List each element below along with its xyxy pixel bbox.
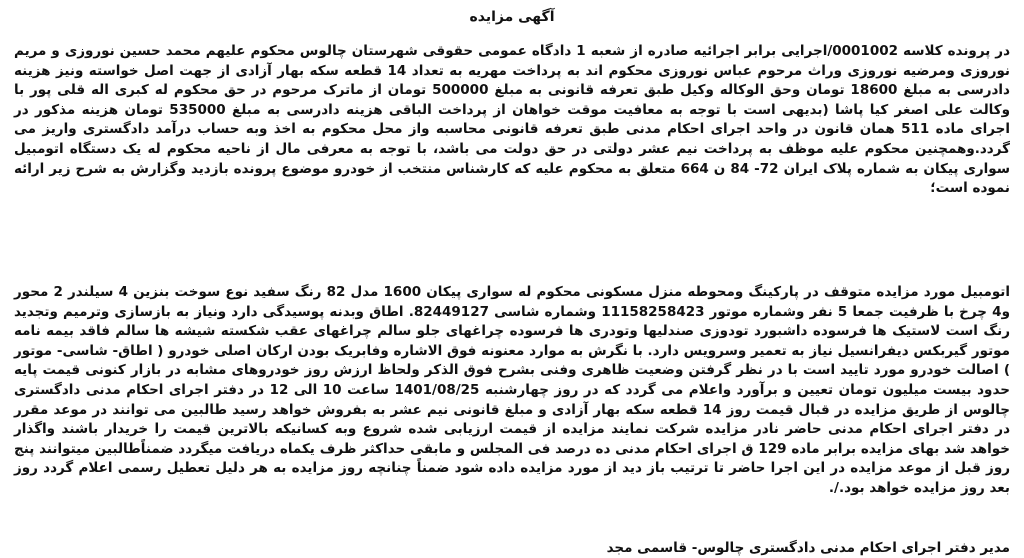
notice-signature: مدیر دفتر اجرای احکام مدنی دادگستری چالوس- قاسمی مجد — [606, 540, 1010, 556]
notice-paragraph-vehicle-and-auction: اتومبیل مورد مزایده متوقف در پارکینگ ومحوطه منزل مسکونی محکوم له سواری پیکان 1600 مدل 82 رنگ سفید نوع سوخت بنزین 4 سیلندر 2 محور و4 چرخ با ظرفیت جمعا 5 نفر وشماره موتور 11158258423 وشماره شاسی 82449127. اطاق وبدنه پوسیدگی دارد ونیاز به بازسازی وترمیم وتجدید رنگ است لاستیک ها فرسوده داشبورد تودوزی صندلیها وتودری ها فرسوده چراغهای جلو سالم چراغهای عقب شکسته شیشه ها سالم فاقد بیمه نامه موتور گیربکس دیفرانسیل نیاز به تعمیر وسرویس دارد. با نگرش به موارد معنونه فوق الاشاره وفابریک بودن ارکان اصلی خودرو ( اطاق- شاسی- موتور ) اصالت خودرو مورد تایید است با در نظر گرفتن وضعیت ظاهری وفنی بشرح فوق الذکر ولحاظ ارزش روز خودروهای مشابه در بازار کنونی قیمت پایه حدود بیست میلیون تومان تعیین و برآورد واعلام می گردد که در روز چهارشنبه 1401/08/25 ساعت 10 الی 12 در دفتر اجرای احکام مدنی دادگستری چالوس از طریق مزایده در قبال قیمت روز 14 قطعه سکه بهار آزادی و مبلغ قانونی نیم عشر به بفروش خواهد رسید طالبین می توانند در موعد مقرر در دفتر اجرای احکام مدنی حاضر نادر مزایده شرکت نمایند مزایده از قیمت ارزیابی شده شروع وبه کسانیکه بالاترین قیمت را خریدار باشند واگذار خواهد شد بهای مزایده برابر ماده 129 ق اجرای احکام مدنی ده درصد فی المجلس و مابقی حداکثر ظرف یکماه دریافت میگردد ضمناًطالبین میتوانند پنج روز قبل از موعد مزایده در این اجرا حاضر تا ترتیب باز دید از مورد مزایده داده شود ضمناً چنانچه روز مزایده به هر دلیل تعطیل رسمی اعلام گردد روز بعد روز مزایده خواهد بود./. — [14, 284, 1011, 496]
auction-notice — [14, 6, 1010, 558]
notice-title: آگهی مزایده — [469, 9, 555, 25]
notice-paragraph-case-details: در پرونده کلاسه 0001002/اجرایی برابر اجرائیه صادره از شعبه 1 دادگاه عمومی حقوقی شهرستان چالوس محکوم علیهم محمد حسین نوروزی و مریم نوروزی ومرضیه نوروزی وراث مرحوم عباس نوروزی محکوم اند به پرداخت مهریه به تعداد 14 قطعه سکه بهار آزادی از جهت اصل خواسته ونیز هزینه دادرسی به مبلغ 18600 تومان وحق الوکاله وکیل طبق تعرفه قانونی به مبلغ 500000 تومان از ماترک مرحوم در حق محکوم له کبری اله قلی پور با وکالت علی اصغر کیا پاشا (بدیهی است با توجه به معافیت موقت خواهان از پرداخت الباقی هزینه دادرسی به مبلغ 535000 تومان هزینه مذکور در اجرای ماده 511 همان قانون در واحد اجرای احکام مدنی طبق تعرفه قانونی محاسبه واز محل محکوم به اخذ وبه حساب درآمد دادگستری واریز می گردد.وهمچنین محکوم علیه موظف به پرداخت نیم عشر دولتی در حق دولت می باشد، با توجه به معرفی مال از ناحیه محکوم له یک دستگاه اتومبیل سواری پیکان به شماره پلاک ایران 72- 84 ن 664 متعلق به محکوم علیه که کارشناس منتخب از خودرو موضوع پرونده بازدید وگزارش به شرح زیر ارائه نموده است؛ — [14, 43, 1011, 197]
